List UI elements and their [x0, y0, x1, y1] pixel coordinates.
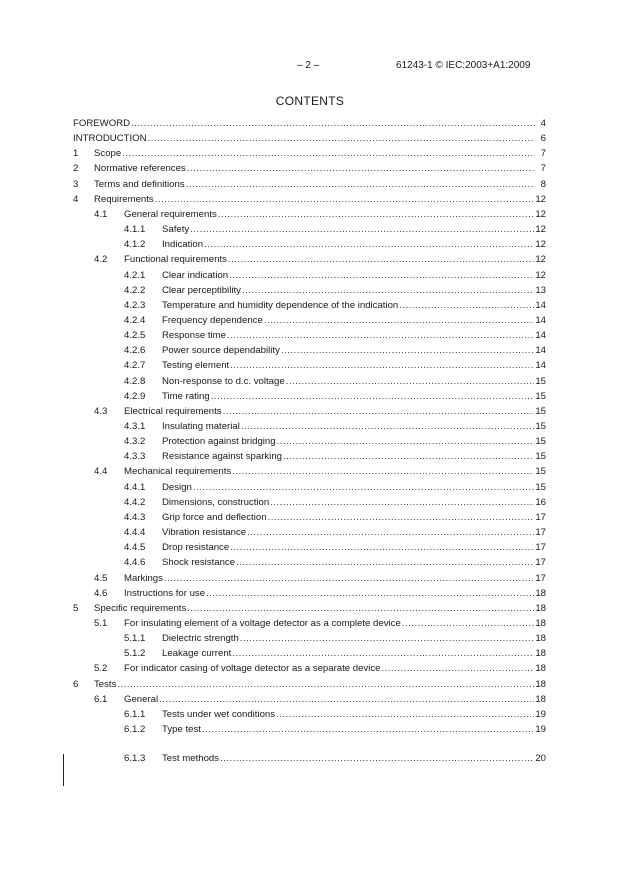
toc-entry-page: 4 — [540, 118, 546, 129]
page-number: – 2 – — [297, 60, 320, 71]
toc-entry-page: 18 — [535, 617, 546, 629]
toc-entry[interactable] — [0, 162, 620, 176]
toc-entry-number: 4.3 — [94, 405, 108, 417]
toc-entry[interactable] — [0, 359, 620, 373]
toc-entry-label: Clear indication — [162, 269, 229, 281]
toc-entry-page: 15 — [535, 466, 546, 478]
toc-entry-page: 16 — [535, 496, 546, 508]
toc-entry-page: 6 — [540, 133, 546, 145]
dot-leader — [148, 132, 535, 146]
toc-entry[interactable] — [0, 587, 620, 601]
toc-entry-number: 4.2 — [94, 254, 108, 266]
toc-entry-label: Dielectric strength — [162, 633, 239, 645]
dot-leader — [186, 178, 535, 192]
toc-entry-label: Markings — [124, 572, 163, 584]
toc-entry-label: General — [124, 693, 159, 705]
dot-leader — [283, 450, 534, 464]
toc-entry-number: 4.4.2 — [124, 496, 146, 508]
dot-leader — [220, 752, 534, 766]
dot-leader — [230, 541, 534, 555]
toc-entry[interactable] — [0, 556, 620, 570]
dot-leader — [232, 647, 534, 661]
dot-leader — [399, 299, 534, 313]
toc-entry[interactable] — [0, 511, 620, 525]
toc-entry-label: Testing element — [162, 360, 230, 372]
toc-entry-number: 4.5 — [94, 572, 108, 584]
contents-title: CONTENTS — [275, 94, 345, 108]
toc-entry-label: Instructions for use — [124, 587, 206, 599]
toc-entry-number: 6 — [73, 678, 79, 690]
toc-entry-page: 14 — [535, 330, 546, 342]
dot-leader — [286, 375, 535, 389]
toc-entry-number: 4.4 — [94, 466, 108, 478]
toc-entry-label: Functional requirements — [124, 254, 227, 266]
toc-entry-page: 18 — [535, 648, 546, 660]
dot-leader — [228, 253, 534, 267]
toc-entry-number: 4.6 — [94, 587, 108, 599]
toc-entry[interactable] — [0, 526, 620, 540]
dot-leader — [193, 481, 534, 495]
dot-leader — [155, 193, 535, 207]
toc-entry-number: 4.4.1 — [124, 481, 146, 493]
revision-bar — [63, 754, 64, 786]
toc-entry[interactable] — [0, 405, 620, 419]
toc-entry-label: Mechanical requirements — [124, 466, 232, 478]
toc-entry-label: Tests under wet conditions — [162, 708, 276, 720]
dot-leader — [230, 359, 534, 373]
toc-entry[interactable] — [0, 708, 620, 722]
toc-entry-number: 4.2.6 — [124, 345, 146, 357]
dot-leader — [206, 587, 534, 601]
toc-entry-number: 5.1 — [94, 617, 108, 629]
toc-entry-page: 19 — [535, 708, 546, 720]
toc-entry-page: 18 — [535, 663, 546, 675]
toc-entry-label: Clear perceptibility — [162, 284, 241, 296]
toc-entry[interactable] — [0, 572, 620, 586]
toc-entry-number: 4.3.3 — [124, 451, 146, 463]
toc-entry[interactable] — [0, 253, 620, 267]
toc-entry-page: 12 — [535, 193, 546, 205]
toc-entry-label: Terms and definitions — [94, 178, 185, 190]
toc-entry[interactable] — [0, 238, 620, 252]
dot-leader — [240, 632, 535, 646]
toc-entry-page: 7 — [540, 148, 546, 160]
toc-entry-label: Safety — [162, 224, 190, 236]
toc-entry-number: 6.1.3 — [124, 753, 146, 765]
toc-entry-page: 18 — [535, 633, 546, 645]
toc-entry[interactable] — [0, 632, 620, 646]
toc-entry-label: Tests — [94, 678, 117, 690]
toc-entry[interactable] — [0, 541, 620, 555]
dot-leader — [281, 344, 534, 358]
toc-entry[interactable] — [0, 435, 620, 449]
toc-entry-label: Scope — [94, 148, 122, 160]
toc-entry-page: 17 — [535, 527, 546, 539]
toc-entry-page: 18 — [535, 602, 546, 614]
toc-entry-label: General requirements — [124, 208, 217, 220]
toc-entry-label: For insulating element of a voltage detector as a complete device — [124, 617, 401, 629]
toc-entry-label: Specific requirements — [94, 602, 187, 614]
toc-entry[interactable] — [0, 752, 620, 766]
toc-entry-number: 5 — [73, 602, 79, 614]
page-header — [0, 60, 620, 74]
toc-entry-page: 15 — [535, 421, 546, 432]
toc-entry-page: 19 — [535, 724, 546, 735]
document-identifier: 61243-1 © IEC:2003+A1:2009 — [396, 60, 531, 71]
dot-leader — [223, 405, 535, 419]
toc-entry-number: 4.4.5 — [124, 542, 146, 554]
toc-entry-page: 20 — [535, 753, 546, 765]
toc-entry[interactable] — [0, 496, 620, 510]
toc-entry-label: Normative references — [94, 163, 186, 175]
toc-entry-page: 14 — [535, 314, 546, 326]
toc-entry-number: 5.2 — [94, 663, 108, 675]
toc-entry-label: Indication — [162, 239, 204, 251]
toc-entry[interactable] — [0, 329, 620, 343]
toc-entry-page: 15 — [535, 405, 546, 417]
toc-entry-page: 14 — [535, 360, 546, 372]
toc-entry[interactable] — [0, 390, 620, 404]
toc-entry-label: FOREWORD — [73, 118, 131, 129]
toc-entry[interactable] — [0, 314, 620, 328]
toc-entry-number: 4.2.1 — [124, 269, 146, 281]
toc-entry-label: Shock resistance — [162, 557, 236, 569]
toc-entry[interactable] — [0, 178, 620, 192]
toc-entry-number: 5.1.2 — [124, 648, 146, 660]
toc-entry-label: Vibration resistance — [162, 527, 247, 539]
toc-entry-page: 17 — [535, 542, 546, 554]
toc-entry-page: 8 — [540, 178, 546, 190]
dot-leader — [227, 329, 534, 343]
toc-entry-number: 4.1.2 — [124, 239, 146, 251]
toc-entry-label: Test methods — [162, 753, 220, 765]
toc-entry-label: Leakage current — [162, 648, 232, 660]
toc-entry-page: 15 — [535, 481, 546, 493]
dot-leader — [202, 723, 534, 737]
toc-entry-label: Dimensions, construction — [162, 496, 270, 508]
toc-entry-page: 17 — [535, 511, 546, 523]
toc-entry-number: 4.3.1 — [124, 421, 146, 432]
toc-entry[interactable] — [0, 693, 620, 707]
dot-leader — [122, 147, 535, 161]
toc-entry-number: 4.4.3 — [124, 511, 146, 523]
toc-entry-page: 17 — [535, 557, 546, 569]
dot-leader — [187, 602, 534, 616]
toc-entry-label: Grip force and deflection — [162, 511, 267, 523]
toc-entry-page: 13 — [535, 284, 546, 296]
toc-entry-label: Electrical requirements — [124, 405, 222, 417]
toc-entry[interactable] — [0, 344, 620, 358]
toc-entry[interactable] — [0, 647, 620, 661]
toc-entry-number: 4.2.9 — [124, 390, 146, 402]
dot-leader — [204, 238, 534, 252]
toc-entry-label: Non-response to d.c. voltage — [162, 375, 285, 387]
toc-entry-page: 14 — [535, 299, 546, 311]
toc-entry-number: 4.2.2 — [124, 284, 146, 296]
toc-entry-number: 4.4.6 — [124, 557, 146, 569]
toc-entry[interactable] — [0, 269, 620, 283]
dot-leader — [264, 314, 535, 328]
toc-entry-number: 4.2.4 — [124, 314, 146, 326]
toc-entry[interactable] — [0, 420, 620, 434]
dot-leader — [218, 208, 535, 222]
toc-entry-page: 15 — [535, 390, 546, 402]
toc-entry-number: 2 — [73, 163, 79, 175]
toc-entry[interactable] — [0, 193, 620, 207]
toc-entry-page: 18 — [535, 693, 546, 705]
toc-entry-number: 4.2.5 — [124, 330, 146, 342]
toc-entry[interactable] — [0, 602, 620, 616]
toc-entry-page: 7 — [540, 163, 546, 175]
dot-leader — [232, 465, 534, 479]
dot-leader — [187, 162, 535, 176]
toc-entry[interactable] — [0, 132, 620, 146]
toc-entry-page: 12 — [535, 208, 546, 220]
dot-leader — [190, 223, 534, 237]
toc-entry[interactable] — [0, 617, 620, 631]
dot-leader — [270, 496, 534, 510]
toc-entry-number: 4.1 — [94, 208, 108, 220]
toc-entry-label: Power source dependability — [162, 345, 280, 357]
toc-entry-number: 4.2.3 — [124, 299, 146, 311]
toc-entry[interactable] — [0, 450, 620, 464]
toc-entry-label: Requirements — [94, 193, 154, 205]
toc-entry[interactable] — [0, 662, 620, 676]
toc-entry[interactable] — [0, 375, 620, 389]
toc-entry[interactable] — [0, 465, 620, 479]
toc-entry-number: 6.1.1 — [124, 708, 146, 720]
toc-entry[interactable] — [0, 223, 620, 237]
toc-entry-number: 6.1 — [94, 693, 108, 705]
toc-entry-number: 4 — [73, 193, 79, 205]
toc-entry-label: Type test — [162, 724, 201, 735]
dot-leader — [236, 556, 534, 570]
toc-entry-label: Insulating material — [162, 421, 240, 432]
toc-entry-label: INTRODUCTION — [73, 133, 147, 145]
toc-entry-label: Resistance against sparking — [162, 451, 282, 463]
toc-entry-label: Time rating — [162, 390, 210, 402]
toc-entry-number: 5.1.1 — [124, 633, 146, 645]
dot-leader — [277, 435, 535, 449]
toc-entry-page: 15 — [535, 436, 546, 448]
dot-leader — [159, 693, 534, 707]
toc-entry[interactable] — [0, 481, 620, 495]
toc-entry[interactable] — [0, 147, 620, 161]
toc-entry-page: 17 — [535, 572, 546, 584]
toc-entry-page: 12 — [535, 254, 546, 266]
toc-entry-number: 3 — [73, 178, 79, 190]
toc-entry-number: 4.4.4 — [124, 527, 146, 539]
dot-leader — [131, 117, 535, 131]
toc-entry-number: 4.1.1 — [124, 224, 146, 236]
toc-entry-page: 12 — [535, 239, 546, 251]
toc-entry-page: 18 — [535, 587, 546, 599]
toc-entry[interactable] — [0, 299, 620, 313]
toc-entry[interactable] — [0, 208, 620, 222]
toc-entry-label: Protection against bridging — [162, 436, 276, 448]
dot-leader — [247, 526, 534, 540]
toc-entry-label: Drop resistance — [162, 542, 230, 554]
dot-leader — [117, 678, 534, 692]
toc-entry-page: 12 — [535, 269, 546, 281]
toc-entry-label: Design — [162, 481, 192, 493]
dot-leader — [382, 662, 535, 676]
dot-leader — [402, 617, 535, 631]
dot-leader — [241, 420, 534, 434]
toc-entry-number: 4.2.7 — [124, 360, 146, 372]
toc-entry-number: 4.3.2 — [124, 436, 146, 448]
toc-entry-number: 4.2.8 — [124, 375, 146, 387]
toc-entry-page: 12 — [535, 224, 546, 236]
dot-leader — [242, 284, 534, 298]
toc-entry-number: 1 — [73, 148, 79, 160]
toc-entry-page: 18 — [535, 678, 546, 690]
dot-leader — [211, 390, 535, 404]
dot-leader — [229, 269, 534, 283]
toc-entry[interactable] — [0, 117, 620, 131]
toc-entry-label: For indicator casing of voltage detector as a separate device — [124, 663, 381, 675]
toc-entry[interactable] — [0, 678, 620, 692]
toc-entry-page: 15 — [535, 451, 546, 463]
dot-leader — [268, 511, 535, 525]
dot-leader — [164, 572, 534, 586]
toc-entry-number: 6.1.2 — [124, 724, 146, 735]
toc-entry-page: 14 — [535, 345, 546, 357]
toc-entry-label: Frequency dependence — [162, 314, 263, 326]
toc-entry-page: 15 — [535, 375, 546, 387]
toc-entry-label: Temperature and humidity dependence of the indication — [162, 299, 399, 311]
toc-entry[interactable] — [0, 723, 620, 737]
dot-leader — [276, 708, 534, 722]
toc-entry-label: Response time — [162, 330, 226, 342]
toc-entry[interactable] — [0, 284, 620, 298]
